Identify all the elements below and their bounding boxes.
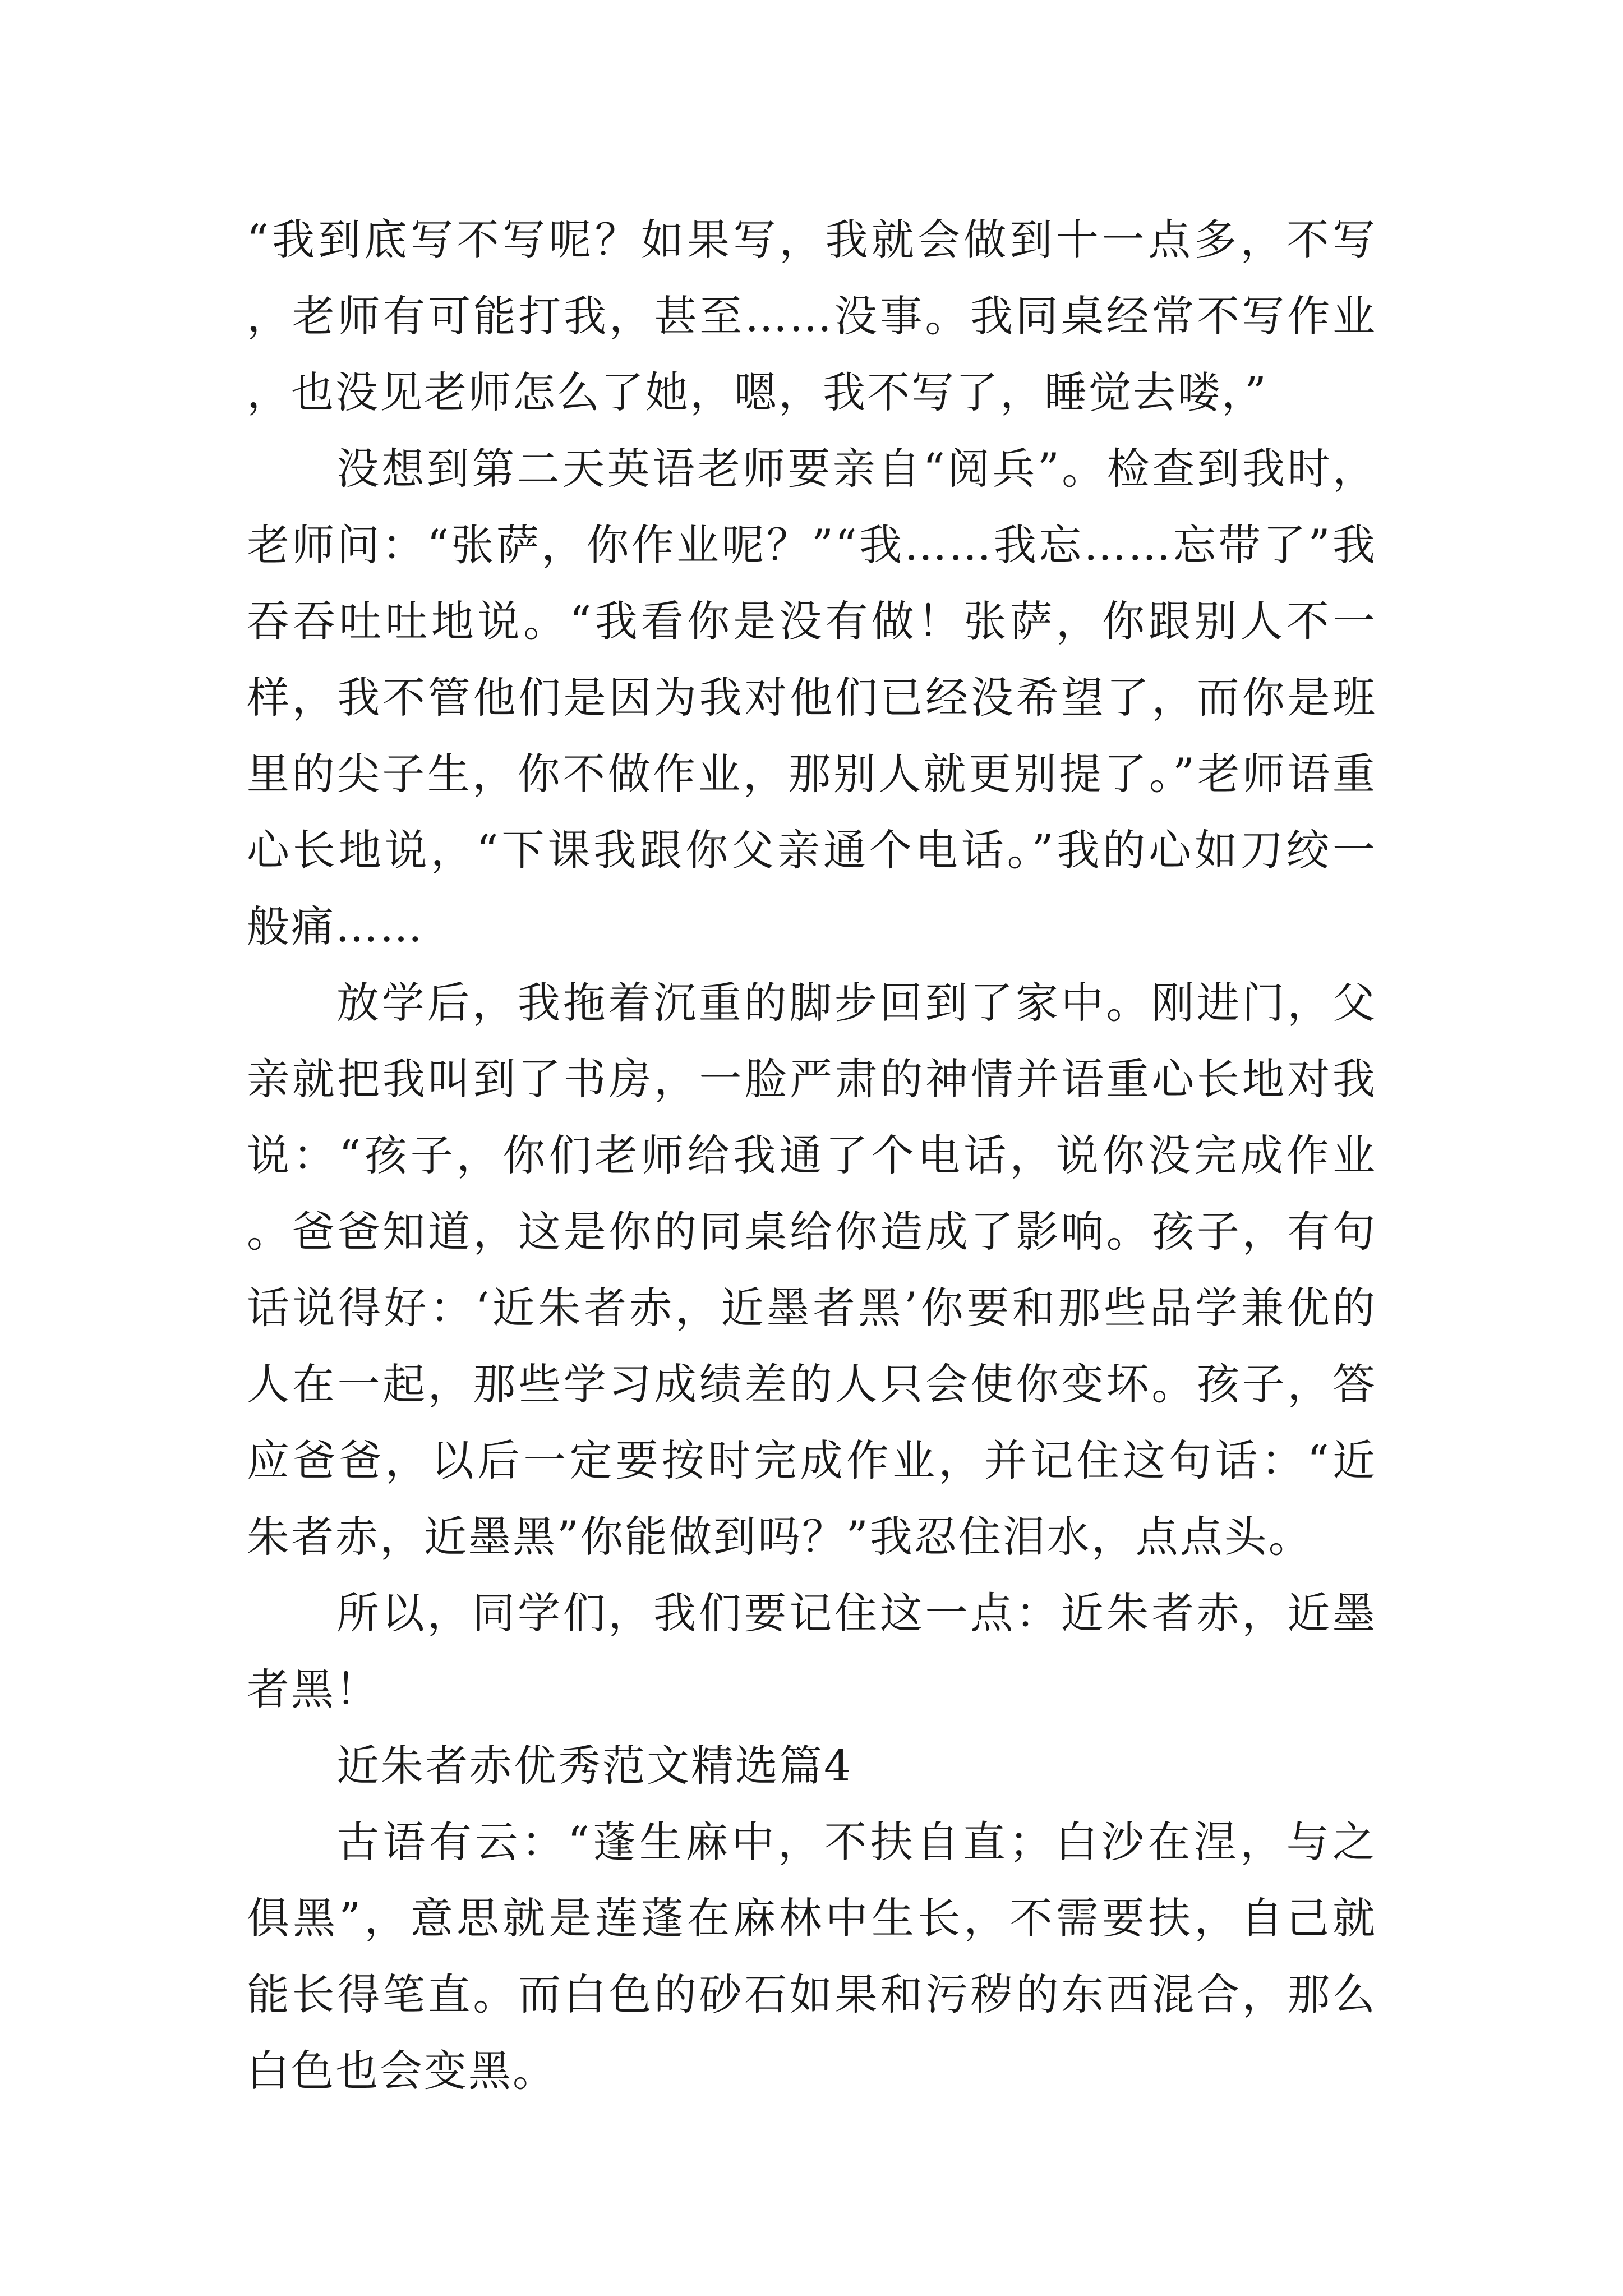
paragraph-conclusion: 所以，同学们，我们要记住这一点：近朱者赤，近墨者黑！: [247, 1588, 1377, 1714]
paragraph-ancient-saying: 古语有云：“蓬生麻中，不扶自直；白沙在涅，与之俱黑”，意思就是莲蓬在麻林中生长，不需要扶，自己就能长得笔直。而白色的砂石如果和污秽的东西混合，那么白色也会变黑。: [247, 1817, 1377, 2096]
paragraph-continuation: “我到底写不写呢？如果写，我就会做到十一点多，不写，老师有可能打我，甚至……没事。我同桌经常不写作业，也没见老师怎么了她，嗯，我不写了，睡觉去喽，”: [247, 215, 1377, 417]
paragraph-father-talk: 放学后，我拖着沉重的脚步回到了家中。刚进门，父亲就把我叫到了书房，一脸严肃的神情并语重心长地对我说：“孩子，你们老师给我通了个电话，说你没完成作业。爸爸知道，这是你的同桌给你造成了影响。孩子，有句话说得好：‘近朱者赤，近墨者黑’你要和那些品学兼优的人在一起，那些学习成绩差的人只会使你变坏。孩子，答应爸爸，以后一定要按时完成作业，并记住这句话：“近朱者赤，近墨黑”你能做到吗？”我忍住泪水，点点头。: [247, 978, 1377, 1562]
paragraph-english-teacher-check: 没想到第二天英语老师要亲自“阅兵”。检查到我时，老师问：“张萨，你作业呢？”“我……我忘……忘带了”我吞吞吐吐地说。“我看你是没有做！张萨，你跟别人不一样，我不管他们是因为我对他们已经没希望了，而你是班里的尖子生，你不做作业，那别人就更别提了。”老师语重心长地说，“下课我跟你父亲通个电话。”我的心如刀绞一般痛……: [247, 444, 1377, 951]
section-title: 近朱者赤优秀范文精选篇4: [336, 1741, 853, 1791]
document-body: [247, 202, 1377, 2109]
